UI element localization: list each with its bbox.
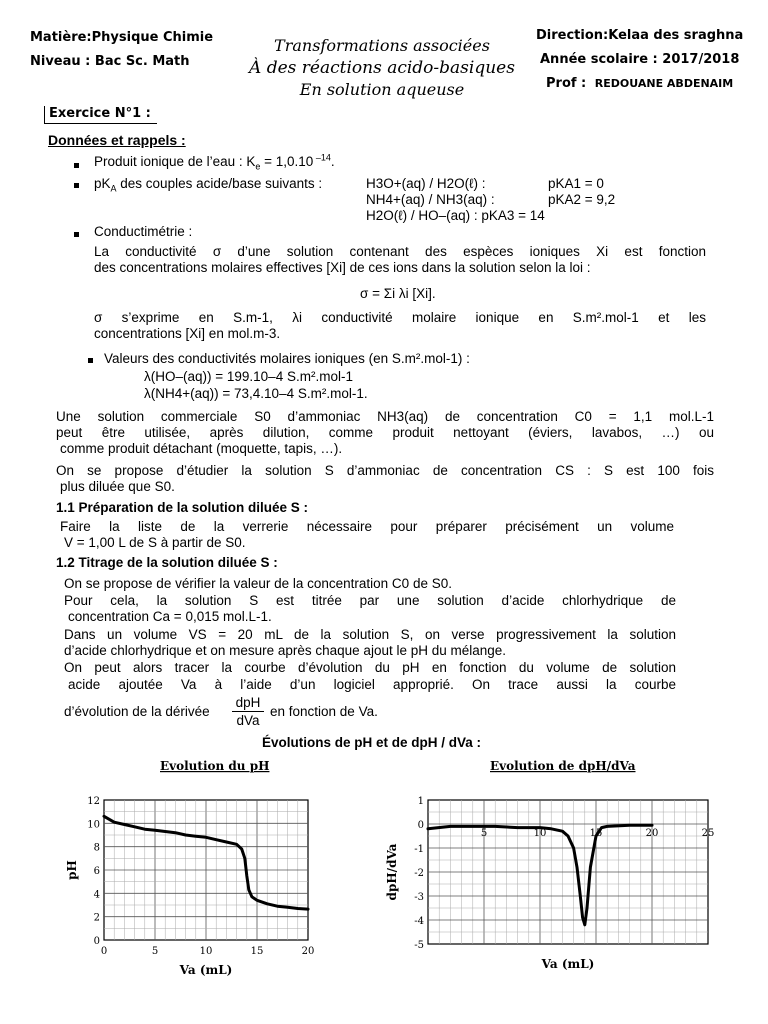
- conductivity-text-1: La conductivité σ d’une solution contenant des espèces ioniques Xi est fonction: [94, 244, 706, 259]
- pka-2: pKA2 = 9,2: [548, 192, 616, 207]
- y-tick-label: -1: [414, 844, 424, 855]
- doc-title-line3: En solution aqueuse: [299, 80, 465, 99]
- fraction-denominator: dVa: [236, 713, 260, 728]
- fraction-numerator: dpH: [232, 695, 264, 712]
- paragraph-line: Dans un volume VS = 20 mL de la solution S, on verse progressivement la solution: [64, 627, 676, 642]
- level-label: Niveau : Bac Sc. Math: [30, 54, 190, 69]
- prof-prefix: Prof :: [546, 76, 587, 91]
- chart-title: Evolution de dpH/dVa: [490, 759, 636, 773]
- x-axis-label: Va (mL): [179, 963, 233, 977]
- x-tick-label: 5: [151, 946, 159, 957]
- derivative-chart: [382, 752, 722, 982]
- bullet-marker: [74, 232, 79, 237]
- y-tick-label: 6: [93, 866, 100, 877]
- chart-title: Evolution du pH: [160, 759, 270, 773]
- paragraph-line: plus diluée que S0.: [60, 479, 175, 494]
- figure-caption: Évolutions de pH et de dpH / dVa :: [262, 735, 482, 750]
- prof-name: REDOUANE ABDENAIM: [594, 77, 734, 90]
- y-tick-label: 4: [93, 889, 100, 901]
- couple-3: H2O(ℓ) / HO–(aq) : pKA3 = 14: [366, 208, 545, 223]
- paragraph-line: en fonction de Va.: [270, 704, 378, 719]
- x-tick-label: 20: [645, 828, 659, 839]
- data-heading: Données et rappels :: [48, 132, 186, 148]
- section-heading-1-2: 1.2 Titrage de la solution diluée S :: [56, 555, 278, 570]
- paragraph-line: Une solution commerciale S0 d’ammoniac NH3(aq) de concentration C0 = 1,1 mol.L-1: [56, 409, 714, 424]
- paragraph-line: d’acide chlorhydrique et on mesure après chaque ajout le pH du mélange.: [64, 643, 507, 658]
- x-axis-label: Va (mL): [541, 957, 595, 971]
- paragraph-line: comme produit détachant (moquette, tapis, …).: [60, 441, 343, 456]
- subject-label: Matière:Physique Chimie: [30, 30, 214, 45]
- y-tick-label: -5: [414, 940, 424, 951]
- couple-1: H3O+(aq) / H2O(ℓ) :: [366, 176, 486, 191]
- lambda-hydroxide: λ(HO–(aq)) = 199.10–4 S.m².mol-1: [144, 369, 353, 384]
- conductimetry-heading: Conductimétrie :: [94, 224, 193, 239]
- x-tick-label: 0: [100, 946, 108, 957]
- paragraph-line: d’évolution de la dérivée: [64, 704, 210, 719]
- bullet-marker: [74, 163, 79, 168]
- school-year-label: Année scolaire : 2017/2018: [540, 52, 740, 67]
- y-tick-label: 10: [87, 819, 100, 831]
- conductivity-units-1: σ s’exprime en S.m-1, λi conductivité molaire ionique en S.m².mol-1 et les: [94, 310, 706, 325]
- paragraph-line: acide ajoutée Va à l’aide d’un logiciel approprié. On trace aussi la courbe: [68, 677, 676, 692]
- y-tick-label: 1: [417, 796, 424, 807]
- y-tick-label: -3: [414, 892, 424, 903]
- y-tick-label: 0: [417, 820, 424, 831]
- y-tick-label: -4: [414, 916, 424, 927]
- section-heading-1-1: 1.1 Préparation de la solution diluée S :: [56, 500, 309, 515]
- ionic-product-line: Produit ionique de l’eau : $K_e = 1,0.10$ $^{-14}$.: [94, 152, 335, 172]
- bullet-marker: [74, 183, 79, 188]
- conductivity-formula: σ = Σi λi [Xi].: [360, 286, 436, 301]
- doc-title-line2: À des réactions acido-basiques: [249, 58, 515, 78]
- lambda-ammonium: λ(NH4+(aq)) = 73,4.10–4 S.m².mol-1.: [144, 386, 368, 401]
- ph-chart: [62, 752, 362, 982]
- y-tick-label: 8: [93, 842, 100, 854]
- pka-intro: $pK_A$ des couples acide/base suivants :: [94, 176, 323, 194]
- y-tick-label: -2: [414, 868, 424, 879]
- x-tick-label: 10: [199, 946, 213, 957]
- x-tick-label: 15: [589, 828, 603, 839]
- x-tick-label: 5: [480, 828, 488, 839]
- exercise-title: Exercice N°1 :: [44, 106, 157, 124]
- x-tick-label: 10: [533, 828, 547, 839]
- y-tick-label: 0: [93, 936, 100, 947]
- y-axis-label: pH: [65, 860, 79, 880]
- paragraph-line: concentration Ca = 0,015 mol.L-1.: [68, 609, 272, 624]
- paragraph-line: On se propose de vérifier la valeur de la concentration C0 de S0.: [64, 576, 452, 591]
- conductivity-text-2: des concentrations molaires effectives [Xi] de ces ions dans la solution selon la loi :: [94, 260, 591, 275]
- direction-label: Direction:Kelaa des sraghna: [536, 28, 744, 43]
- paragraph-line: V = 1,00 L de S à partir de S0.: [64, 535, 246, 550]
- y-axis-label: dpH/dVa: [385, 843, 399, 901]
- y-tick-label: 2: [93, 912, 100, 924]
- bullet-marker: [88, 358, 93, 363]
- paragraph-line: Faire la liste de la verrerie nécessaire pour préparer précisément un volume: [60, 519, 674, 534]
- y-tick-label: 12: [87, 796, 100, 807]
- x-tick-label: 15: [250, 946, 264, 957]
- x-tick-label: 25: [701, 828, 715, 839]
- prof-label: [546, 76, 733, 91]
- couple-2: NH4+(aq) / NH3(aq) :: [366, 192, 495, 207]
- doc-title-line1: Transformations associées: [274, 36, 490, 55]
- paragraph-line: Pour cela, la solution S est titrée par une solution d’acide chlorhydrique de: [64, 593, 676, 608]
- pka-1: pKA1 = 0: [548, 176, 604, 191]
- molar-conductivities-heading: Valeurs des conductivités molaires ioniques (en S.m².mol-1) :: [104, 351, 470, 366]
- paragraph-line: On se propose d’étudier la solution S d’ammoniac de concentration CS : S est 100 fois: [56, 463, 714, 478]
- conductivity-units-2: concentrations [Xi] en mol.m-3.: [94, 326, 281, 341]
- x-tick-label: 20: [301, 946, 315, 957]
- paragraph-line: On peut alors tracer la courbe d’évolution du pH en fonction du volume de solution: [64, 660, 676, 675]
- paragraph-line: peut être utilisée, après dilution, comme produit nettoyant (éviers, lavabos, …) ou: [56, 425, 714, 440]
